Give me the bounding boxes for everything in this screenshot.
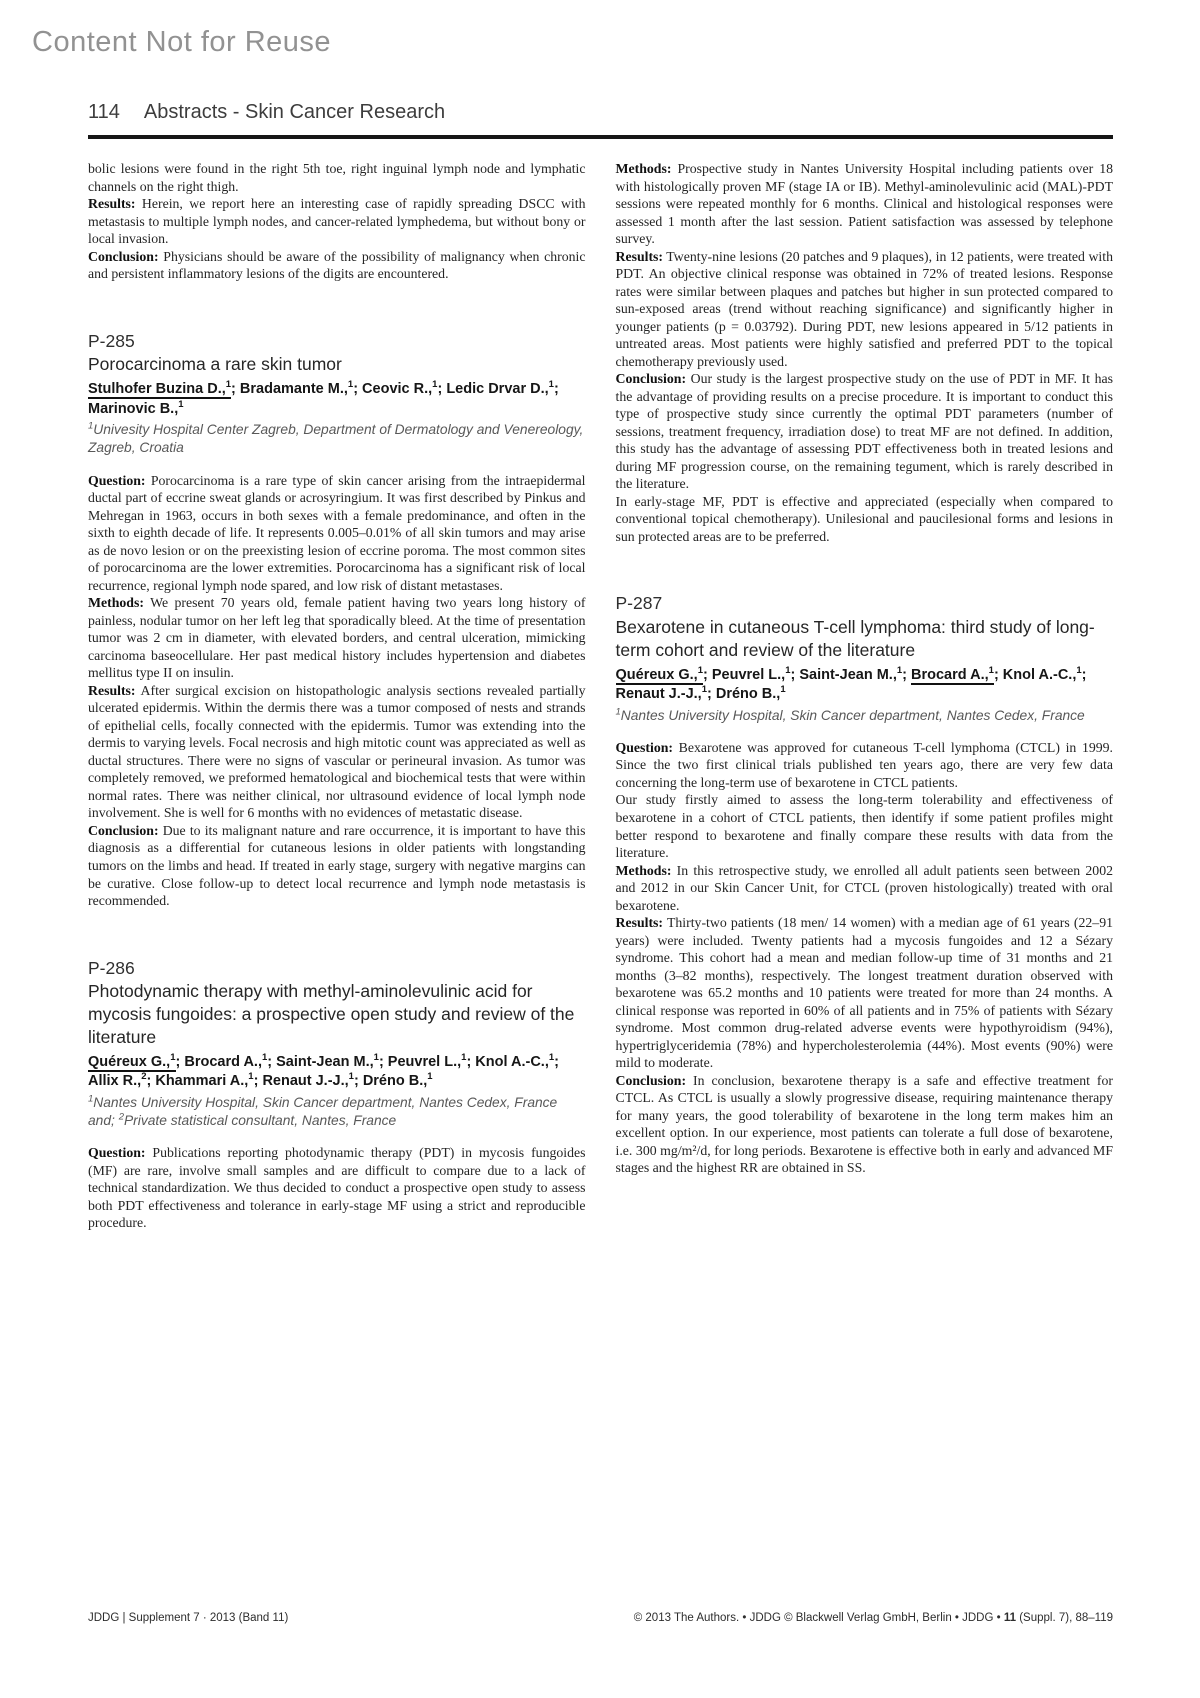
author-name: Marinovic B.,$^1$ xyxy=(88,398,184,417)
left-column xyxy=(88,160,586,1232)
right-column xyxy=(616,160,1114,1232)
abstract-affiliation: $^1$Nantes University Hospital, Skin Cancer department, Nantes Cedex, France xyxy=(615,706,1085,723)
superscript-affiliation-marker: 1 xyxy=(615,706,621,718)
abstract-paragraph: Results: Herein, we report here an interesting case of rapidly spreading DSCC with metastasis to multiple lymph nodes, and cancer-related lymphedema, but without bony or local invasion. xyxy=(88,196,586,247)
paragraph-label: Results: xyxy=(88,682,136,698)
page-number: 114 xyxy=(88,101,120,123)
page-header xyxy=(88,101,1113,124)
superscript-affiliation-marker: 1 xyxy=(170,1051,176,1063)
footer-volume-number: 11 xyxy=(1003,1612,1017,1624)
superscript-affiliation-marker: 1 xyxy=(178,398,184,410)
superscript-affiliation-marker: 1 xyxy=(701,684,708,696)
paragraph-label: Results: xyxy=(88,196,136,212)
superscript-affiliation-marker: 1 xyxy=(348,1071,354,1083)
paragraph-label: Question: xyxy=(88,472,146,488)
author-name: Allix R.,$^2$ xyxy=(88,1071,147,1090)
author-name: Stulhofer Buzina D.,$^1$ xyxy=(88,379,232,398)
author-name: Peuvrel L.,$^1$ xyxy=(711,664,791,683)
header-rule xyxy=(88,135,1113,139)
abstract-P-285 xyxy=(88,330,586,910)
abstract-id: P-286 xyxy=(88,957,135,978)
paragraph-label: Methods: xyxy=(88,595,144,611)
abstract-paragraph: Conclusion: Due to its malignant nature and rare occurrence, it is important to have this diagnosis as a differential for cutaneous lesions in older patients with longstanding tumors on the limbs and head. If treated in early stage, surgery with negative margins can be curative. Close follow-up to detect local recurrence and lymph node metastasis is recommended. xyxy=(88,822,586,909)
abstract-paragraph: Conclusion: Our study is the largest prospective study on the use of PDT in MF. It has the advantage of providing results on a precise procedure. It is important to conduct this type of prospective study since currently the optimal PDT parameters (number of sessions, treatment frequency, irradiation dose) to treat MF are not defined. In addition, this study has the advantage of assessing PDT effectiveness both in treated lesions and during MF progression course, on the remaining tegument, which is rarely described in the literature. xyxy=(615,371,1113,492)
superscript-affiliation-marker: 2 xyxy=(118,1111,124,1123)
author-name: Renaut J.-J.,$^1$ xyxy=(615,684,708,703)
superscript-affiliation-marker: 2 xyxy=(141,1071,147,1083)
superscript-affiliation-marker: 1 xyxy=(88,1093,94,1105)
abstract-paragraph: Our study firstly aimed to assess the long-term tolerability and effectiveness of bexarotene in a cohort of CTCL patients, then identify if some patient profiles might better respond to bexarotene and finally compare these results with data from the literature. xyxy=(615,792,1113,861)
footer-copyright xyxy=(634,1612,1113,1624)
paragraph-label: Results: xyxy=(615,915,664,931)
author-name: Khammari A.,$^1$ xyxy=(155,1071,254,1090)
paragraph-label: Methods: xyxy=(615,862,672,878)
abstract-title: Porocarcinoma a rare skin tumor xyxy=(88,354,342,375)
author-name: Dréno B.,$^1$ xyxy=(715,684,786,703)
abstract-P-287 xyxy=(616,592,1114,1176)
abstract-id: P-285 xyxy=(88,330,135,351)
author-name: Knol A.-C.,$^1$ xyxy=(1002,664,1082,683)
author-name: Brocard A.,$^1$ xyxy=(911,664,994,683)
superscript-affiliation-marker: 1 xyxy=(988,664,994,676)
abstract-paragraph: Methods: Prospective study in Nantes University Hospital including patients over 18 with histologically proven MF (stage IA or IB). Methyl-aminolevulinic acid (MAL)-PDT sessions were repeated monthly for 6 months. Clinical and histological responses were assessed 1 month after the last session. Patient satisfaction was assessed by telephone survey. xyxy=(615,161,1113,247)
superscript-affiliation-marker: 1 xyxy=(780,684,786,696)
author-name: Ceovic R.,$^1$ xyxy=(362,379,438,398)
superscript-affiliation-marker: 1 xyxy=(427,1071,433,1083)
abstract-id: P-287 xyxy=(615,593,663,614)
page-footer xyxy=(88,1612,1113,1624)
paragraph-label: Conclusion: xyxy=(615,1072,687,1088)
author-name: Quéreux G.,$^1$ xyxy=(615,664,703,683)
abstract-affiliation: $^1$Nantes University Hospital, Skin Cancer department, Nantes Cedex, France and; $^2$Private statistical consultant, Nantes, France xyxy=(88,1093,558,1128)
superscript-affiliation-marker: 1 xyxy=(548,1051,555,1063)
footer-copyright-prefix: © 2013 The Authors. • JDDG © Blackwell Verlag GmbH, Berlin • JDDG • xyxy=(633,1612,1004,1624)
author-name: Ledic Drvar D.,$^1$ xyxy=(446,379,554,398)
author-name: Saint-Jean M.,$^1$ xyxy=(799,664,903,683)
superscript-affiliation-marker: 1 xyxy=(225,379,232,391)
abstract-authors: Quéreux G.,$^1$; Peuvrel L.,$^1$; Saint-Jean M.,$^1$; Brocard A.,$^1$; Knol A.-C.,$^1$; Renaut J.-J.,$^1$; Dréno B.,$^1$ xyxy=(615,664,1087,703)
superscript-affiliation-marker: 1 xyxy=(248,1071,254,1083)
paragraph-label: Conclusion: xyxy=(88,822,159,838)
abstract-title: Bexarotene in cutaneous T-cell lymphoma: third study of long-term cohort and review of the literature xyxy=(615,617,1095,660)
abstract-paragraph: Results: After surgical excision on histopathologic analysis sections revealed partially ulcerated epidermis. Within the dermis there was a tumor composed of nests and strands of epithelial cells, focally connected with the epidermis. Tumor was extending into the dermis to varying levels. Focal necrosis and high mitotic count was appreciated as well as ductal structures. There were no signs of vascular or perineural invasion. As tumor was completely removed, we preformed hematological and biochemical tests that were within normal rates. There was neither clinical, nor ultrasound evidence of local lymph node involvement. She is well for 6 months with no evidences of metastatic disease. xyxy=(88,682,586,821)
superscript-affiliation-marker: 1 xyxy=(432,379,438,391)
abstract-paragraph: Methods: We present 70 years old, female patient having two years long history of painless, nodular tumor on her left leg that sporadically bleed. At the time of presentation tumor was 2 cm in diameter, with elevated borders, and central ulceration, mimicking carcinoma baseocellulare. Her past medical history includes hypertension and diabetes mellitus type II on insulin. xyxy=(88,595,586,681)
page-title: Abstracts - Skin Cancer Research xyxy=(143,101,446,123)
abstract-affiliation: $^1$Univesity Hospital Center Zagreb, Department of Dermatology and Venereology, Zagreb, Croatia xyxy=(88,420,584,456)
author-name: Saint-Jean M.,$^1$ xyxy=(276,1051,379,1070)
two-column-layout xyxy=(88,160,1113,1232)
superscript-affiliation-marker: 1 xyxy=(1076,664,1082,676)
author-name: Bradamante M.,$^1$ xyxy=(239,379,354,398)
footer-page-range: (Suppl. 7), 88–119 xyxy=(1016,1612,1113,1624)
abstract-paragraph: Results: Thirty-two patients (18 men/ 14 women) with a median age of 61 years (22–91 years) were included. Twenty patients had a mycosis fungoides and 12 a Sézary syndrome. This cohort had a mean and median follow-up time of 31 months and 21 months (3–82 months), respectively. The longest treatment duration observed with bexarotene was 65.2 months and 10 patients were treated for more than 24 months. A clinical response was reported in 60% of all patients and in 75% of patients with Sézary syndrome. Most common drug-related adverse events were hypothyroidism (94%), hypertriglyceridemia (78%) and hypercholesterolemia (44%). Most events (90%) were mild to moderate. xyxy=(615,915,1113,1071)
abstract-paragraph: In early-stage MF, PDT is effective and appreciated (especially when compared to conventional topical chemotherapy). Unilesional and paucilesional forms and lesions in sun protected areas are to be preferred. xyxy=(615,493,1113,544)
abstract-title: Photodynamic therapy with methyl-aminolevulinic acid for mycosis fungoides: a prospective open study and review of the literature xyxy=(88,981,575,1047)
abstract-paragraph: Methods: In this retrospective study, we enrolled all adult patients seen between 2002 and 2012 in our Skin Cancer Unit, for CTCL (proven histologically) treated with oral bexarotene. xyxy=(615,862,1113,913)
superscript-affiliation-marker: 1 xyxy=(261,1051,268,1063)
superscript-affiliation-marker: 1 xyxy=(461,1051,467,1063)
paragraph-label: Conclusion: xyxy=(615,371,687,387)
superscript-affiliation-marker: 1 xyxy=(785,664,791,676)
abstract-paragraph: Question: Porocarcinoma is a rare type of skin cancer arising from the intraepidermal ductal part of eccrine sweat glands or acrosyringium. It was first described by Pinkus and Mehregan in 1963, occurs in both sexes with a female predominance, and often in the sixth to eighth decade of life. It represents 0.005–0.01% of all skin tumors and may arise as de novo lesion or on the preexisting lesion of eccrine poroma. The most common sites of porocarcinoma are the lower extremities. Porocarcinoma has a significant risk of local recurrence, regional lymph node spared, and low risk of distant metastases. xyxy=(88,472,586,593)
author-name: Knol A.-C.,$^1$ xyxy=(475,1051,555,1070)
superscript-affiliation-marker: 1 xyxy=(697,664,703,676)
abstract-authors: Stulhofer Buzina D.,$^1$; Bradamante M.,$^1$; Ceovic R.,$^1$; Ledic Drvar D.,$^1$; Marinovic B.,$^1$ xyxy=(88,379,559,417)
abstract-paragraph: Question: Bexarotene was approved for cutaneous T-cell lymphoma (CTCL) in 1999. Since the two first clinical trials published ten years ago, there are very few data concerning the long-term use of bexarotene in CTCL patients. xyxy=(615,739,1113,790)
watermark-text: Content Not for Reuse xyxy=(32,26,332,58)
abstract-paragraph: Question: Publications reporting photodynamic therapy (PDT) in mycosis fungoides (MF) are rare, involve small samples and are difficult to compare due to a lack of technical standardization. We thus decided to conduct a prospective open study to assess both PDT effectiveness and tolerance in early-stage MF using a strict and reproducible procedure. xyxy=(88,1145,586,1231)
author-name: Renaut J.-J.,$^1$ xyxy=(262,1071,354,1090)
author-name: Dréno B.,$^1$ xyxy=(362,1071,433,1090)
paragraph-label: Conclusion: xyxy=(88,248,159,264)
author-name: Peuvrel L.,$^1$ xyxy=(387,1051,467,1070)
footer-journal-info: JDDG | Supplement 7 · 2013 (Band 11) xyxy=(88,1612,289,1624)
abstract-paragraph: Conclusion: Physicians should be aware of the possibility of malignancy when chronic and persistent inflammatory lesions of the digits are encountered. xyxy=(88,248,586,282)
superscript-affiliation-marker: 1 xyxy=(88,420,94,432)
abstract-paragraph: bolic lesions were found in the right 5th toe, right inguinal lymph node and lymphatic channels on the right thigh. xyxy=(88,161,586,194)
paragraph-label: Results: xyxy=(615,248,664,264)
superscript-affiliation-marker: 1 xyxy=(896,664,903,676)
superscript-affiliation-marker: 1 xyxy=(347,379,354,391)
superscript-affiliation-marker: 1 xyxy=(373,1051,379,1063)
abstract-paragraph: Conclusion: In conclusion, bexarotene therapy is a safe and effective treatment for CTCL. As CTCL is usually a slowly progressive disease, requiring maintenance therapy for many years, the good tolerability of bexarotene in the long term makes him an excellent option. In our experience, most patients can tolerate a full dose of bexarotene, i.e. 300 mg/m²/d, for long periods. Bexarotene is effective both in early and advanced MF stages and the highest RR are obtained in SS. xyxy=(615,1072,1113,1176)
abstract-authors: Quéreux G.,$^1$; Brocard A.,$^1$; Saint-Jean M.,$^1$; Peuvrel L.,$^1$; Knol A.-C.,$^1$; Allix R.,$^2$; Khammari A.,$^1$; Renaut J.-J.,$^1$; Dréno B.,$^1$ xyxy=(88,1051,559,1090)
paragraph-label: Methods: xyxy=(615,161,672,176)
author-name: Brocard A.,$^1$ xyxy=(184,1051,268,1070)
paragraph-label: Question: xyxy=(88,1145,146,1161)
superscript-affiliation-marker: 1 xyxy=(548,379,554,391)
abstract-paragraph: Results: Twenty-nine lesions (20 patches and 9 plaques), in 12 patients, were treated with PDT. An objective clinical response was obtained in 72% of treated lesions. Response rates were similar between plaques and patches but higher in sun protected compared to sun-exposed areas (trend without reaching significance) and significantly higher in younger patients (p = 0.03792). During PDT, new lesions appeared in 5/12 patients in untreated areas. Most patients were highly satisfied and preferred PDT to the topical chemotherapy previously used. xyxy=(615,248,1113,369)
paragraph-label: Question: xyxy=(615,739,673,755)
author-name: Quéreux G.,$^1$ xyxy=(88,1051,176,1070)
abstract-P-286 xyxy=(88,957,586,1232)
